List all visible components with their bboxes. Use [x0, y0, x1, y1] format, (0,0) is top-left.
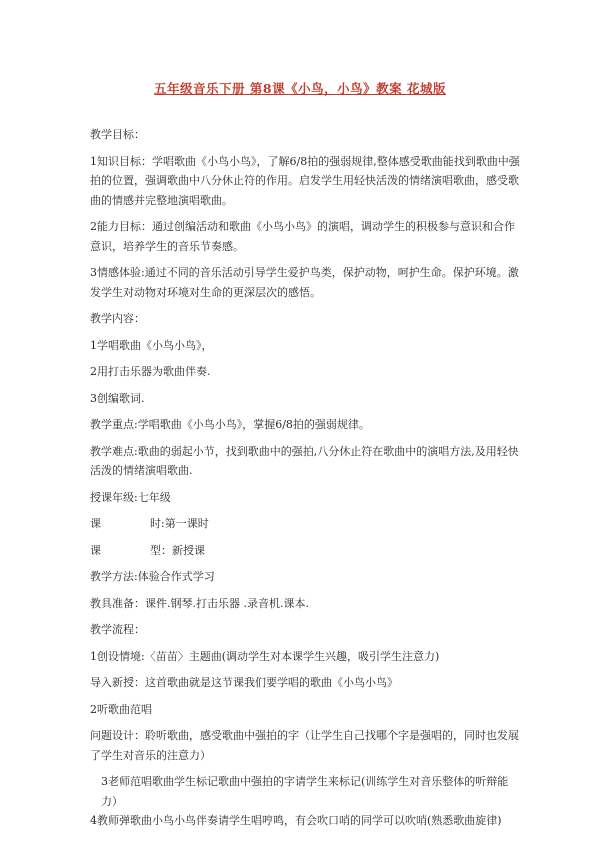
process-question: 问题设计：聆听歌曲，感受歌曲中强拍的字（让学生自己找哪个字是强唱的，同时也发展了学生对音乐的注意力） — [90, 729, 519, 762]
goal-emotion: 3情感体验:通过不同的音乐活动引导学生爱护鸟类，保护动物，呵护生命。保护环境。激发学生对动物对环境对生命的更深层次的感悟。 — [90, 266, 519, 299]
class-type-value: 型：新授课 — [150, 543, 205, 557]
process-step-1: 1创设情境:〈苗苗〉主题曲(调动学生对本课学生兴趣，吸引学生注意力) — [90, 649, 440, 663]
process-step-3: 3老师范唱歌曲学生标记歌曲中强拍的字请学生来标记(训练学生对音乐整体的听辩能力） — [101, 775, 509, 808]
class-period-label: 课 — [90, 517, 101, 530]
process-step-4: 4教师弹歌曲小鸟小鸟伴奏请学生唱哼鸣，有会吹口哨的同学可以吹哨(熟悉歌曲旋律) — [90, 814, 502, 827]
content-item-3: 3创编歌词. — [90, 391, 145, 405]
document-title: 五年级音乐下册 第8课《小鸟，小鸟》教案 花城版 — [154, 81, 446, 96]
grade-level: 授课年级:七年级 — [90, 490, 171, 504]
process-step-2: 2听歌曲范唱 — [90, 702, 152, 716]
class-type — [90, 541, 520, 561]
document-body — [90, 125, 520, 831]
teaching-difficulty: 教学难点:歌曲的弱起小节，找到歌曲中的强拍,八分休止符在歌曲中的演唱方法,及用轻快活泼的情绪演唱歌曲. — [90, 444, 519, 477]
teaching-materials: 教具准备：课件.钢琴.打击乐器 .录音机.课本. — [90, 596, 309, 610]
goal-knowledge: 1知识目标：学唱歌曲《小鸟小鸟》，了解6/8拍的强弱规律,整体感受歌曲能找到歌曲中强拍的位置，强调歌曲中八分休止符的作用。启发学生用轻快活泼的情绪演唱歌曲，感受歌曲的情感并完整地演唱歌曲。 — [90, 154, 520, 207]
section-heading-process: 教学流程： — [90, 623, 145, 636]
section-heading-goals: 教学目标： — [90, 128, 145, 141]
class-period-value: 时:第一课时 — [150, 517, 209, 530]
teaching-key-point: 教学重点:学唱歌曲《小鸟小鸟》，掌握6/8拍的强弱规律。 — [90, 418, 370, 431]
class-type-label: 课 — [90, 543, 101, 557]
process-introduction: 导入新授：这首歌曲就是这节课我们要学唱的歌曲《小鸟小鸟》 — [90, 676, 398, 689]
goal-ability: 2能力目标：通过创编活动和歌曲《小鸟小鸟》的演唱，调动学生的积极参与意识和合作意识，培养学生的音乐节奏感。 — [90, 220, 515, 253]
teaching-method: 教学方法:体验合作式学习 — [90, 570, 215, 583]
content-item-2: 2用打击乐器为歌曲伴奏. — [90, 365, 211, 378]
content-item-1: 1学唱歌曲《小鸟小鸟》， — [90, 338, 213, 352]
class-period — [90, 514, 520, 534]
section-heading-content: 教学内容： — [90, 312, 145, 325]
